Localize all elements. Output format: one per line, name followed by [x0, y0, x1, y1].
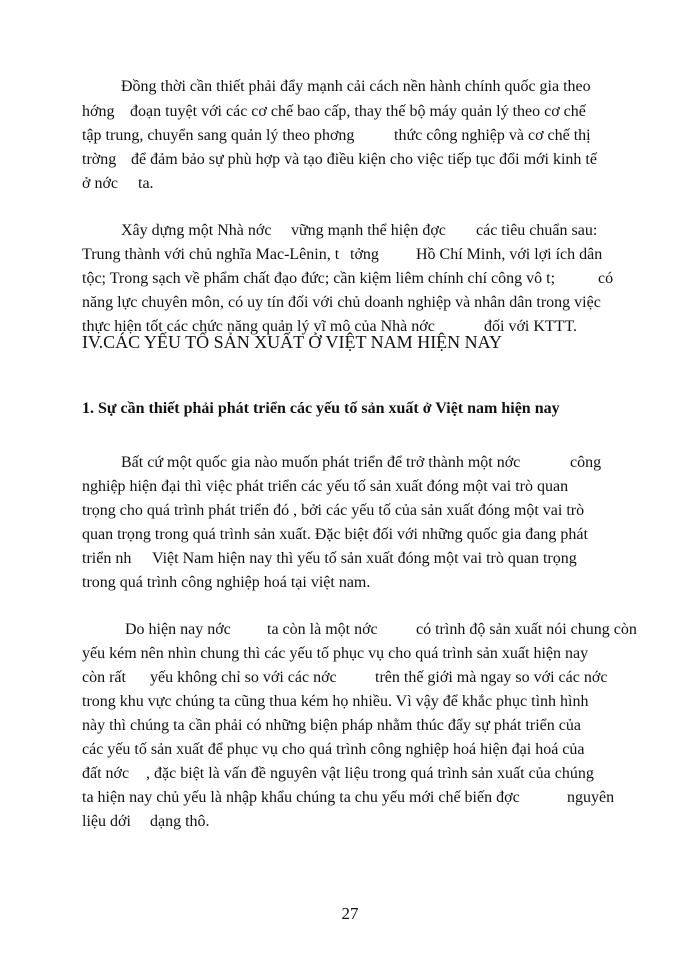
text-segment: có trình độ sản xuất nói chung còn — [416, 621, 637, 638]
text-segment: này thì chúng ta cần phải có những biện pháp nhằm thúc đẩy sự phát triển của — [82, 717, 581, 734]
text-line — [0, 548, 700, 570]
text-segment: Xây dựng một Nhà nớc — [121, 222, 272, 239]
text-line — [0, 787, 700, 809]
text-segment: dạng thô. — [150, 813, 210, 830]
text-segment: trong khu vực chúng ta cũng thua kém họ nhiều. Vì vậy để khắc phục tình hình — [82, 693, 589, 710]
text-segment: các tiêu chuẩn sau: — [476, 222, 598, 239]
text-line — [0, 643, 700, 665]
text-segment: liệu dới — [82, 813, 131, 830]
text-segment: đất nớc — [82, 765, 130, 782]
text-line — [0, 476, 700, 498]
text-segment: Trung thành với chủ nghĩa Mac-Lênin, t — [82, 246, 340, 263]
text-segment: triển nh — [82, 550, 132, 567]
text-segment: nghiệp hiện đại thì việc phát triển các yếu tố sản xuất đóng một vai trò quan — [82, 478, 569, 495]
text-segment: Bất cứ một quốc gia nào muốn phát triển để trở thành một nớc — [121, 454, 521, 471]
text-line — [0, 811, 700, 833]
text-line — [0, 125, 700, 147]
text-segment: vững mạnh thể hiện đợc — [291, 222, 446, 239]
text-segment: thức công nghiệp và cơ chế thị — [394, 127, 591, 144]
text-segment: Do hiện nay nớc — [125, 621, 231, 638]
text-segment: tập trung, chuyển sang quản lý theo phơng — [82, 127, 355, 144]
text-line — [0, 524, 700, 546]
section-heading: IV.CÁC YẾU TỐ SẢN XUẤT Ở VIỆT NAM HIỆN NAY — [82, 332, 503, 352]
text-segment: ta hiện nay chủ yếu là nhập khẩu chúng ta chu yếu mới chế biến đợc — [82, 789, 520, 806]
text-segment: công — [570, 454, 602, 471]
text-segment: đối với KTTT. — [484, 318, 578, 335]
text-segment: trọng cho quá trình phát triển đó , bởi các yếu tố của sản xuất đóng một vai trò — [82, 502, 585, 519]
text-line — [0, 763, 700, 785]
text-segment: trong quá trình công nghiệp hoá tại việt nam. — [82, 574, 371, 591]
text-segment: ta còn là một nớc — [267, 621, 378, 638]
text-segment: năng lực chuyên môn, có uy tín đối với chủ doanh nghiệp và nhân dân trong việc — [82, 294, 601, 311]
text-line — [0, 691, 700, 713]
text-line — [0, 500, 700, 522]
text-line — [0, 572, 700, 594]
text-line — [0, 619, 700, 641]
text-segment: thực hiện tốt các chức năng quản lý vĩ mô của Nhà nớc — [82, 318, 435, 335]
text-line — [0, 101, 700, 123]
text-segment: Việt Nam hiện nay thì yếu tố sản xuất đóng một vai trò quan trọng — [152, 550, 577, 567]
text-segment: yếu không chỉ so với các nớc — [150, 669, 337, 686]
text-segment: Đồng thời cần thiết phải đẩy mạnh cải cách nền hành chính quốc gia theo — [121, 78, 591, 95]
text-segment: các yếu tố sản xuất để phục vụ cho quá trình công nghiệp hoá hiện đại hoá của — [82, 741, 585, 758]
text-line — [0, 268, 700, 290]
text-line — [0, 220, 700, 242]
text-segment: Hồ Chí Minh, với lợi ích dân — [416, 246, 603, 263]
text-line — [0, 739, 700, 761]
text-line — [0, 667, 700, 689]
text-segment: , đặc biệt là vấn đề nguyên vật liệu trong quá trình sản xuất của chúng — [146, 765, 594, 782]
text-segment: tộc; Trong sạch về phẩm chất đạo đức; cần kiệm liêm chính chí công vô t; — [82, 270, 556, 287]
text-segment: còn rất — [82, 669, 126, 686]
text-line — [0, 292, 700, 314]
text-segment: trờng — [82, 151, 117, 168]
text-segment: nguyên — [567, 789, 615, 806]
text-segment: trên thế giới mà ngay so với các nớc — [375, 669, 608, 686]
text-segment: để đảm bảo sự phù hợp và tạo điều kiện cho việc tiếp tục đổi mới kinh tế — [131, 151, 597, 168]
text-line — [0, 149, 700, 171]
text-segment: quan trọng trong quá trình sản xuất. Đặc biệt đối với những quốc gia đang phát — [82, 526, 588, 543]
text-line — [0, 452, 700, 474]
subsection-heading: 1. Sự cần thiết phải phát triển các yếu tố sản xuất ở Việt nam hiện nay — [82, 400, 560, 417]
text-segment: tởng — [350, 246, 379, 263]
text-line — [0, 244, 700, 266]
text-segment: ta. — [138, 175, 154, 192]
text-segment: hớng — [82, 103, 115, 120]
text-line — [0, 76, 700, 98]
text-segment: đoạn tuyệt với các cơ chế bao cấp, thay thế bộ máy quản lý theo cơ chế — [130, 103, 586, 120]
text-segment: yếu kém nên nhìn chung thì các yếu tố phục vụ cho quá trình sản xuất hiện nay — [82, 645, 589, 662]
page-number: 27 — [341, 904, 359, 923]
text-line — [0, 715, 700, 737]
text-segment: có — [598, 270, 614, 287]
text-segment: ở nớc — [82, 175, 119, 192]
text-line — [0, 173, 700, 195]
